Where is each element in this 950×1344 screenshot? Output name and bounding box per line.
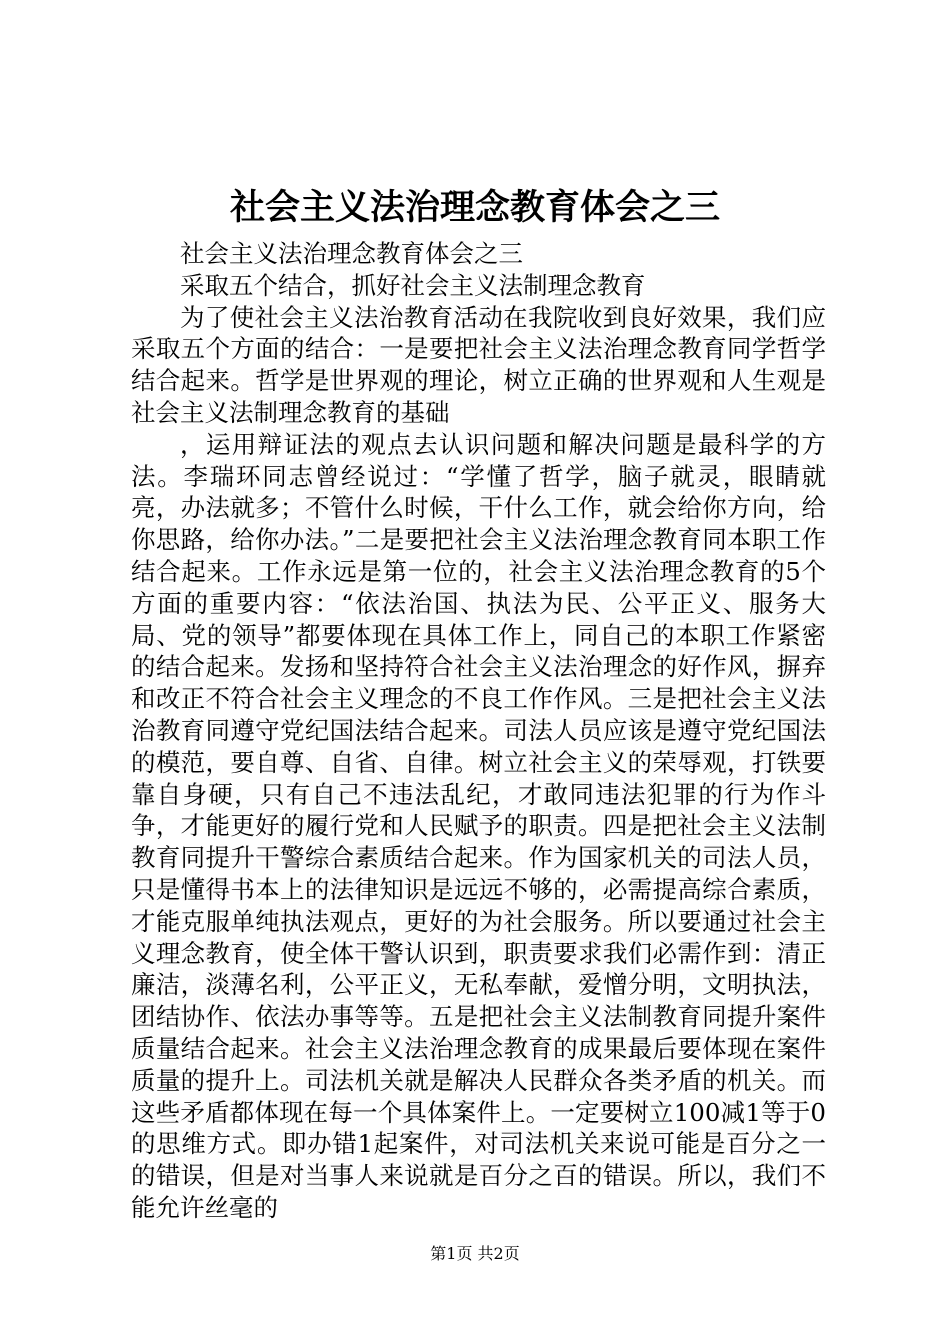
page-number: 第1页 共2页 bbox=[430, 1244, 520, 1263]
paragraph-heading: 采取五个结合，抓好社会主义法制理念教育 bbox=[180, 270, 646, 300]
document-title: 社会主义法治理念教育体会之三 bbox=[229, 187, 720, 228]
paragraph-subtitle: 社会主义法治理念教育体会之三 bbox=[180, 239, 523, 268]
document-body bbox=[131, 238, 826, 1224]
paragraph-main: ，运用辩证法的观点去认识问题和解决问题是最科学的方法。李瑞环同志曾经说过：“学懂了哲学，脑子就灵，眼睛就亮，办法就多；不管什么时候，干什么工作，就会给你方向，给你思路，给你办法。”二是要把社会主义法治理念教育同本职工作结合起来。工作永远是第一位的，社会主义法治理念教育的5个方面的重要内容：“依法治国、执法为民、公平正义、服务大局、党的领导”都要体现在具体工作上，同自己的本职工作紧密的结合起来。发扬和坚持符合社会主义法治理念的好作风，摒弃和改正不符合社会主义理念的不良工作作风。三是把社会主义法治教育同遵守党纪国法结合起来。司法人员应该是遵守党纪国法的模范，要自尊、自省、自律。树立社会主义的荣辱观，打铁要靠自身硬，只有自己不违法乱纪，才敢同违法犯罪的行为作斗争，才能更好的履行党和人民赋予的职责。四是把社会主义法制教育同提升干警综合素质结合起来。作为国家机关的司法人员，只是懂得书本上的法律知识是远远不够的，必需提高综合素质，才能克服单纯执法观点，更好的为社会服务。所以要通过社会主义理念教育，使全体干警认识到，职责要求我们必需作到：清正廉洁，淡薄名利，公平正义，无私奉献，爱憎分明，文明执法，团结协作、依法办事等等。五是把社会主义法制教育同提升案件质量结合起来。社会主义法治理念教育的成果最后要体现在案件质量的提升上。司法机关就是解决人民群众各类矛盾的机关。而这些矛盾都体现在每一个具体案件上。一定要树立100减1等于0的思维方式。即办错1起案件，对司法机关来说可能是百分之一的错误，但是对当事人来说就是百分之百的错误。所以，我们不能允许丝毫的 bbox=[131, 429, 826, 1222]
paragraph-intro: 为了使社会主义法治教育活动在我院收到良好效果，我们应采取五个方面的结合：一是要把社会主义法治理念教育同学哲学结合起来。哲学是世界观的理论，树立正确的世界观和人生观是社会主义法制理念教育的基础 bbox=[131, 302, 826, 427]
